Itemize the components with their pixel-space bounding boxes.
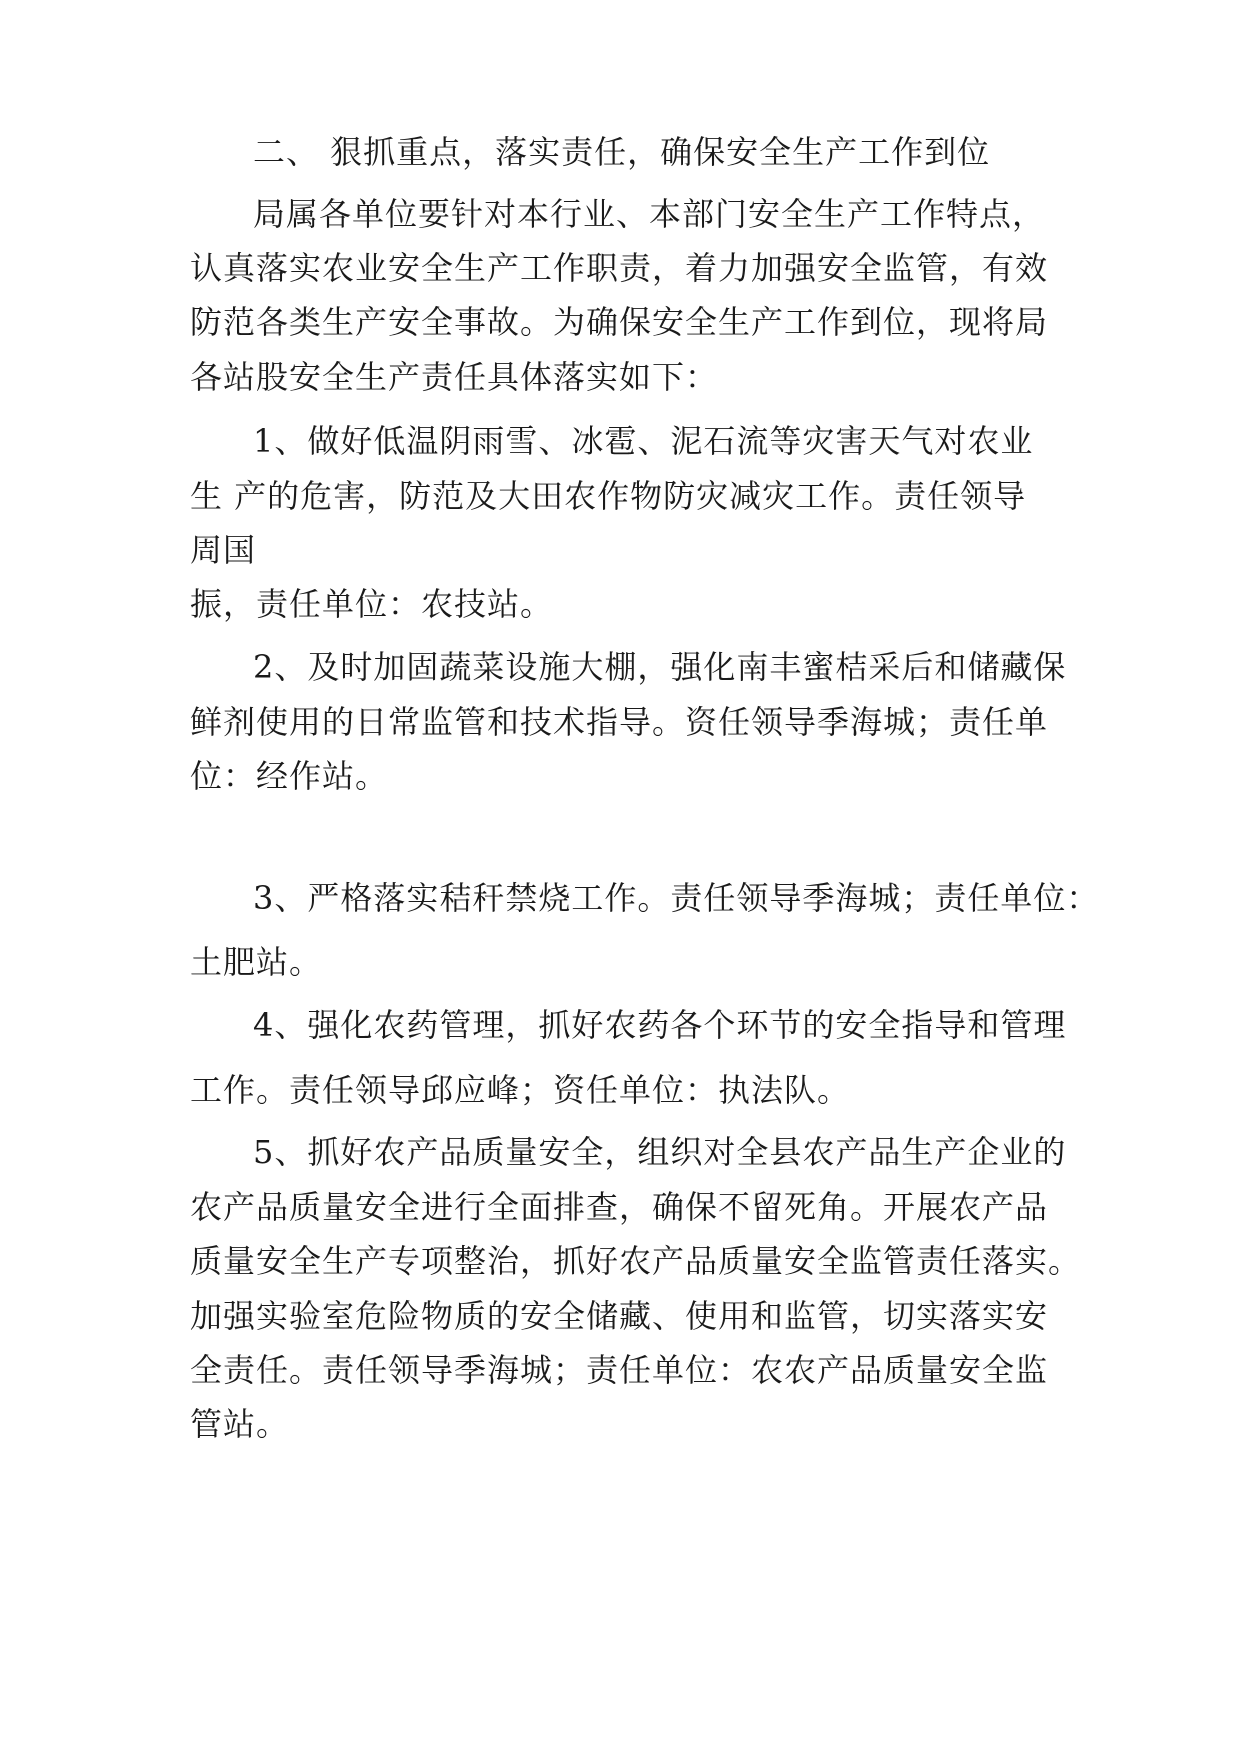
item3-line-2: 土肥站。 <box>190 943 323 981</box>
item4-line-1: 4、强化农药管理，抓好农药各个环节的安全指导和管理 <box>253 1006 1067 1044</box>
item1-line-3: 周国 <box>190 531 257 569</box>
item2-line-2: 鲜剂使用的日常监管和技术指导。资任领导季海城；责任单 <box>190 703 1049 741</box>
item5-line-1: 5、抓好农产品质量安全，组织对全县农产品生产企业的 <box>253 1133 1067 1171</box>
item3-line-1: 3、严格落实秸秆禁烧工作。责任领导季海城；责任单位： <box>253 879 1100 917</box>
intro-line-1: 局属各单位要针对本行业、本部门安全生产工作特点， <box>253 195 1046 233</box>
item2-line-1: 2、及时加固蔬菜设施大棚，强化南丰蜜桔采后和储藏保 <box>253 648 1067 686</box>
item5-line-5: 全责任。责任领导季海城；责任单位：农农产品质量安全监 <box>190 1351 1049 1389</box>
item1-line-1: 1、做好低温阴雨雪、冰雹、泥石流等灾害天气对农业 <box>253 422 1034 460</box>
item5-line-3: 质量安全生产专项整治，抓好农产品质量安全监管责任落实。 <box>190 1242 1082 1280</box>
item5-line-2: 农产品质量安全进行全面排查，确保不留死角。开展农产品 <box>190 1188 1049 1226</box>
item1-line-2: 生 产的危害，防范及大田农作物防灾减灾工作。责任领导 <box>190 477 1027 515</box>
intro-line-3: 防范各类生产安全事故。为确保安全生产工作到位，现将局 <box>190 303 1049 341</box>
item4-line-2: 工作。责任领导邱应峰；资任单位：执法队。 <box>190 1071 851 1109</box>
section-heading: 二、 狠抓重点，落实责任，确保安全生产工作到位 <box>253 133 991 171</box>
intro-line-2: 认真落实农业安全生产工作职责，着力加强安全监管，有效 <box>190 249 1049 287</box>
intro-line-4: 各站股安全生产责任具体落实如下： <box>190 358 719 396</box>
item5-line-6: 管站。 <box>190 1405 290 1443</box>
item2-line-3: 位：经作站。 <box>190 757 389 795</box>
item5-line-4: 加强实验室危险物质的安全储藏、使用和监管，切实落实安 <box>190 1297 1049 1335</box>
item1-line-4: 振，责任单位：农技站。 <box>190 585 554 623</box>
